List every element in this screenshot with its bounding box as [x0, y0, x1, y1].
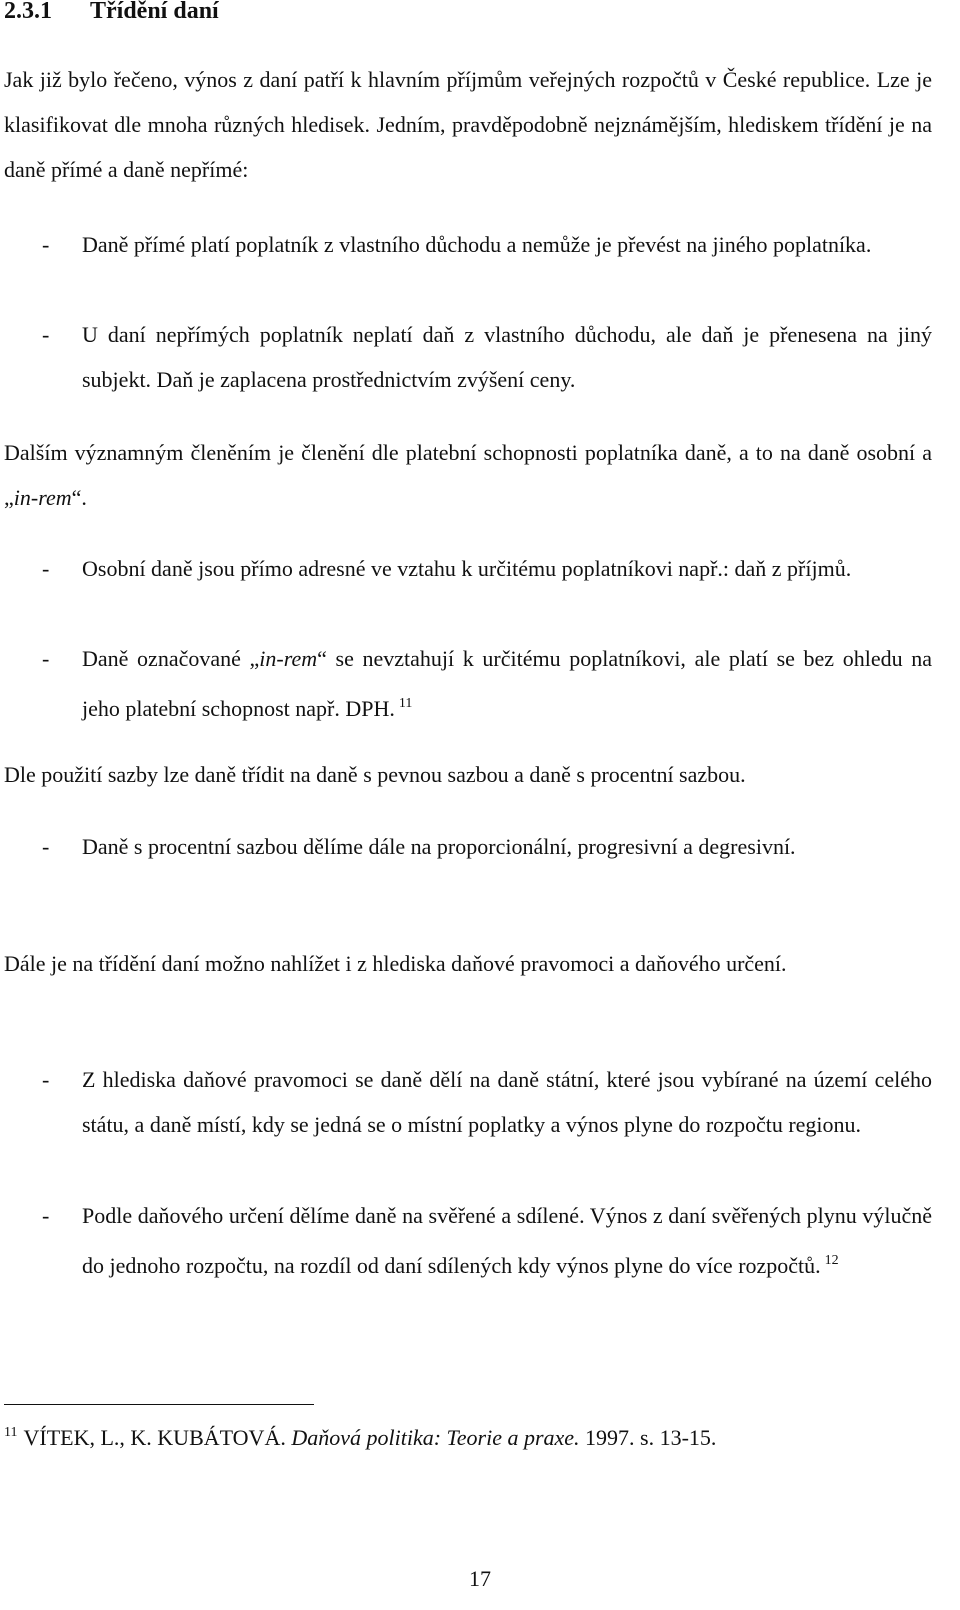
bullet-text: Daně označované „in-rem“ se nevztahují k určitému poplatníkovi, ale platí se bez ohledu na jeho platební schopnost např. DPH. $^{11}$ [82, 646, 932, 721]
bullet-dash: - [42, 834, 50, 859]
bullet-dash: - [42, 1067, 50, 1092]
bullet-text: Daně přímé platí poplatník z vlastního důchodu a nemůže je převést na jiného poplatníka. [82, 232, 872, 257]
bullet-dash: - [42, 646, 50, 671]
bullet-text: Z hlediska daňové pravomoci se daně dělí na daně státní, které jsou vybírané na území celého státu, a daně místí, kdy se jedná se o místní poplatky a výnos plyne do rozpočtu regionu. [82, 1067, 932, 1137]
section-heading [4, 0, 219, 25]
footnote-authors: VÍTEK, L., K. KUBÁTOVÁ. [23, 1425, 292, 1450]
footnote-ref[interactable]: 11 [398, 696, 413, 711]
footnote-ref[interactable]: 12 [824, 1253, 839, 1268]
bullet-text: Osobní daně jsou přímo adresné ve vztahu k určitému poplatníkovi např.: daň z příjmů. [82, 556, 852, 581]
bullet-text: Daně s procentní sazbou dělíme dále na proporcionální, progresivní a degresivní. [82, 834, 796, 859]
footnote [4, 1410, 716, 1460]
bullet-dash: - [42, 556, 50, 581]
in-rem-term: in-rem [259, 646, 318, 671]
section-number: 2.3.1 [4, 0, 52, 24]
section-title: Třídění daní [90, 0, 219, 24]
paragraph-authority: Dále je na třídění daní možno nahlížet i z hlediska daňové pravomoci a daňového určení. [4, 951, 787, 976]
page-number: 17 [469, 1566, 491, 1591]
bullet-text: U daní nepřímých poplatník neplatí daň z vlastního důchodu, ale daň je přenesena na jiný subjekt. Daň je zaplacena prostřednictvím zvýšení ceny. [82, 322, 932, 392]
bullet-text: Podle daňového určení dělíme daně na svěřené a sdílené. Výnos z daní svěřených plynu výlučně do jednoho rozpočtu, na rozdíl od daní sdílených kdy výnos plyne do více rozpočtů. $^{12}$ [82, 1203, 932, 1278]
bullet-dash: - [42, 322, 50, 347]
in-rem-term: in-rem [13, 485, 72, 510]
paragraph-rate: Dle použití sazby lze daně třídit na daně s pevnou sazbou a daně s procentní sazbou. [4, 762, 746, 787]
footnote-number: 11 [4, 1425, 18, 1440]
footnote-title: Daňová politika: Teorie a praxe. [291, 1425, 580, 1450]
bullet-dash: - [42, 232, 50, 257]
footnote-separator [4, 1404, 314, 1405]
footnote-details: 1997. s. 13-15. [579, 1425, 717, 1450]
paragraph-intro: Jak již bylo řečeno, výnos z daní patří k hlavním příjmům veřejných rozpočtů v České republice. Lze je klasifikovat dle mnoha různých hledisek. Jedním, pravděpodobně nejznámějším, hlediskem třídění je na daně přímé a daně nepřímé: [4, 67, 932, 182]
paragraph-payment-ability: Dalším významným členěním je členění dle platební schopnosti poplatníka daně, a to na daně osobní a „in-rem“. [4, 440, 932, 510]
bullet-dash: - [42, 1203, 50, 1228]
